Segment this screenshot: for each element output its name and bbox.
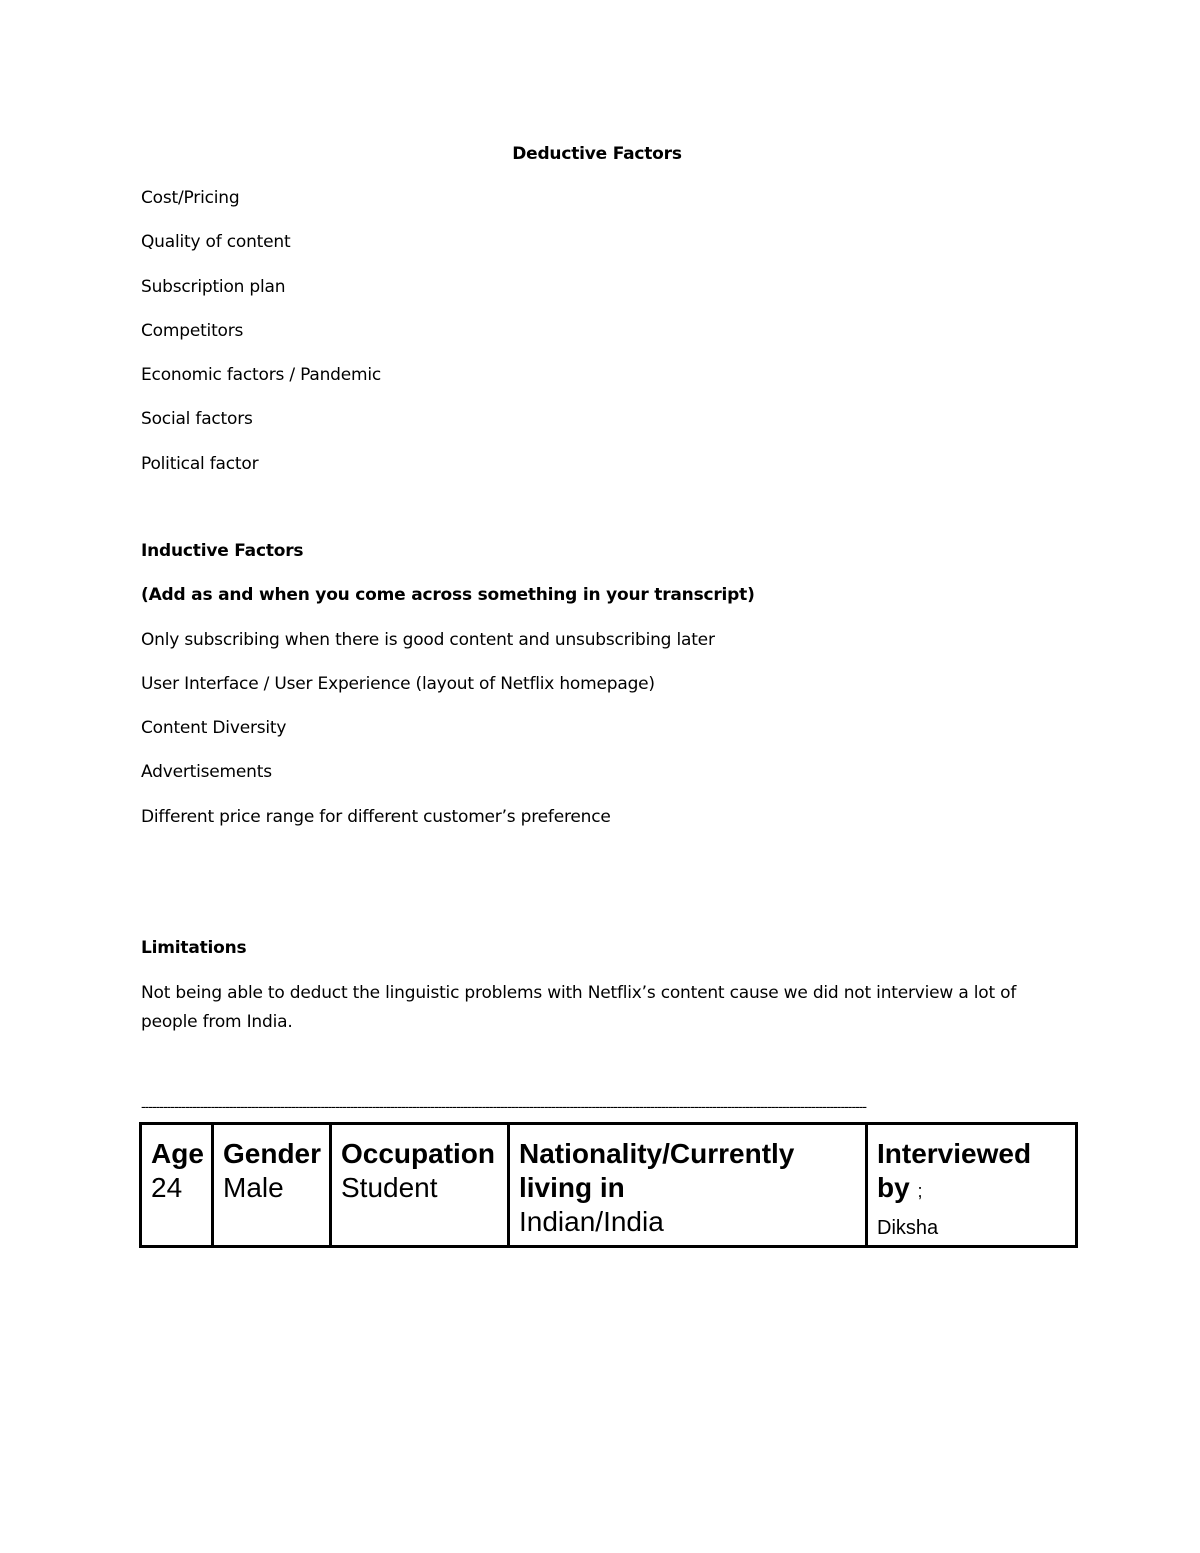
inductive-item: User Interface / User Experience (layout of Netflix homepage) [141,674,655,694]
age-value: 24 [151,1172,183,1203]
inductive-item: Advertisements [141,762,272,782]
inductive-factors-heading: Inductive Factors [141,541,304,561]
nationality-value: Indian/India [519,1206,664,1237]
inductive-factors-note: (Add as and when you come across something in your transcript) [141,585,755,605]
deductive-item: Quality of content [141,232,291,252]
nationality-label: Nationality/Currently living in [519,1138,795,1203]
interviewed-by-separator: ; [917,1181,923,1201]
gender-value: Male [223,1172,284,1203]
occupation-cell [331,1124,509,1247]
occupation-label: Occupation [341,1138,496,1169]
occupation-value: Student [341,1172,438,1203]
gender-label: Gender [223,1138,322,1169]
deductive-item: Competitors [141,321,244,341]
age-cell [141,1124,213,1247]
deductive-factors-heading: Deductive Factors [512,144,682,164]
inductive-item: Different price range for different customer’s preference [141,807,611,827]
dashed-separator: ------------------------------------------------------------------------------------------------------------------------------------------------------------------------------------------------------ [141,1098,867,1114]
deductive-item: Cost/Pricing [141,188,240,208]
limitations-text: Not being able to deduct the linguistic problems with Netflix’s content cause we did not interview a lot of people from India. [141,983,1017,1032]
age-label: Age [151,1138,204,1169]
limitations-heading: Limitations [141,938,247,958]
inductive-item: Content Diversity [141,718,287,738]
interview-info-table [139,1122,1078,1248]
deductive-item: Political factor [141,454,259,474]
nationality-cell [509,1124,867,1247]
inductive-item: Only subscribing when there is good content and unsubscribing later [141,630,715,650]
deductive-item: Economic factors / Pandemic [141,365,382,385]
interviewed-by-label: Interviewed by [877,1138,1032,1203]
gender-cell [213,1124,331,1247]
deductive-item: Subscription plan [141,277,286,297]
interviewed-by-cell [867,1124,1077,1247]
deductive-item: Social factors [141,409,253,429]
interviewed-by-value: Diksha [877,1217,939,1239]
